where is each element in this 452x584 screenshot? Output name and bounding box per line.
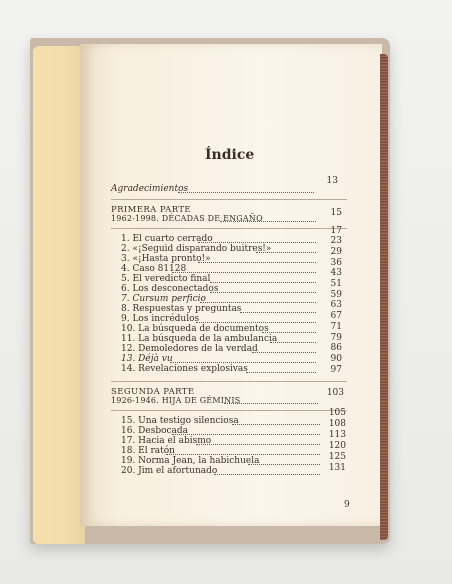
- entry-label: 4. Caso 81128: [121, 264, 187, 274]
- leader-dots: [220, 221, 316, 222]
- leader-dots: [178, 192, 314, 193]
- leader-dots: [172, 434, 320, 435]
- entry-page: 103: [326, 388, 344, 398]
- entry-label: 14. Revelaciones explosivas: [121, 364, 248, 374]
- leader-dots: [224, 403, 318, 404]
- leader-dots: [198, 242, 316, 243]
- entry-page: 90: [330, 354, 342, 364]
- entry-page: 86: [330, 343, 342, 353]
- leader-dots: [210, 282, 316, 283]
- leader-dots: [256, 252, 316, 253]
- entry-label: Agradecimientos: [111, 184, 189, 194]
- entry-page: 108: [328, 419, 346, 429]
- divider: [111, 228, 347, 229]
- leader-dots: [198, 262, 316, 263]
- leader-dots: [200, 302, 316, 303]
- entry-page: 67: [330, 311, 342, 321]
- leader-dots: [252, 352, 316, 353]
- entry-label: 10. La búsqueda de documentos: [121, 324, 269, 334]
- entry-label: 11. La búsqueda de la ambulancia: [121, 334, 278, 344]
- entry-label: 3. «¡Hasta pronto!»: [121, 254, 211, 264]
- entry-label: 17. Hacia el abismo: [121, 436, 212, 446]
- entry-page: 29: [330, 247, 342, 257]
- part-heading: PRIMERA PARTE: [111, 205, 192, 215]
- leader-dots: [270, 342, 316, 343]
- entry-page: 113: [328, 430, 346, 440]
- leader-dots: [240, 312, 316, 313]
- entry-label: 16. Desbocada: [121, 426, 189, 436]
- entry-label: 5. El veredicto final: [121, 274, 211, 284]
- entry-page: 79: [330, 333, 342, 343]
- leader-dots: [262, 332, 316, 333]
- entry-label: 2. «¡Seguid disparando buitres!»: [121, 244, 272, 254]
- entry-label: 8. Respuestas y preguntas: [121, 304, 242, 314]
- entry-page: 120: [328, 441, 346, 451]
- page-number: 9: [344, 500, 350, 510]
- leader-dots: [248, 464, 320, 465]
- entry-label: 13. Déjà vu: [121, 354, 173, 364]
- divider: [111, 199, 347, 200]
- page-title: Índice: [205, 147, 255, 163]
- entry-page: 13: [326, 176, 338, 186]
- divider: [111, 381, 347, 382]
- entry-page: 105: [328, 408, 346, 418]
- entry-label: 9. Los incrédulos: [121, 314, 200, 324]
- leader-dots: [214, 474, 320, 475]
- entry-page: 23: [330, 236, 342, 246]
- entry-page: 15: [330, 208, 342, 218]
- leader-dots: [170, 362, 316, 363]
- entry-label: 19. Norma Jean, la habichuela: [121, 456, 260, 466]
- leader-dots: [172, 272, 316, 273]
- entry-page: 43: [330, 268, 342, 278]
- entry-label: 1. El cuarto cerrado: [121, 234, 213, 244]
- part-heading: SEGUNDA PARTE: [111, 387, 195, 397]
- entry-page: 36: [330, 258, 342, 268]
- leader-dots: [196, 444, 320, 445]
- leader-dots: [166, 454, 320, 455]
- part-subheading: 1926-1946. HIJA DE GÉMINIS: [111, 396, 241, 405]
- entry-label: 12. Demoledores de la verdad: [121, 344, 258, 354]
- entry-page: 97: [330, 365, 342, 375]
- entry-page: 71: [330, 322, 342, 332]
- entry-page: 17: [330, 226, 342, 236]
- entry-label: 6. Los desconectados: [121, 284, 219, 294]
- divider: [111, 410, 347, 411]
- entry-label: 15. Una testigo silenciosa: [121, 416, 239, 426]
- entry-page: 51: [330, 279, 342, 289]
- entry-page: 125: [328, 452, 346, 462]
- leader-dots: [210, 292, 316, 293]
- leader-dots: [196, 322, 316, 323]
- entry-label: 7. Cursum perficio: [121, 294, 206, 304]
- leader-dots: [246, 372, 316, 373]
- entry-page: 63: [330, 300, 342, 310]
- entry-label: 18. El ratón: [121, 446, 175, 456]
- entry-page: 59: [330, 290, 342, 300]
- entry-page: 131: [328, 463, 346, 473]
- entry-label: 20. Jim el afortunado: [121, 466, 218, 476]
- part-subheading: 1962-1998. DÉCADAS DE ENGAÑO: [111, 214, 263, 223]
- leader-dots: [232, 424, 320, 425]
